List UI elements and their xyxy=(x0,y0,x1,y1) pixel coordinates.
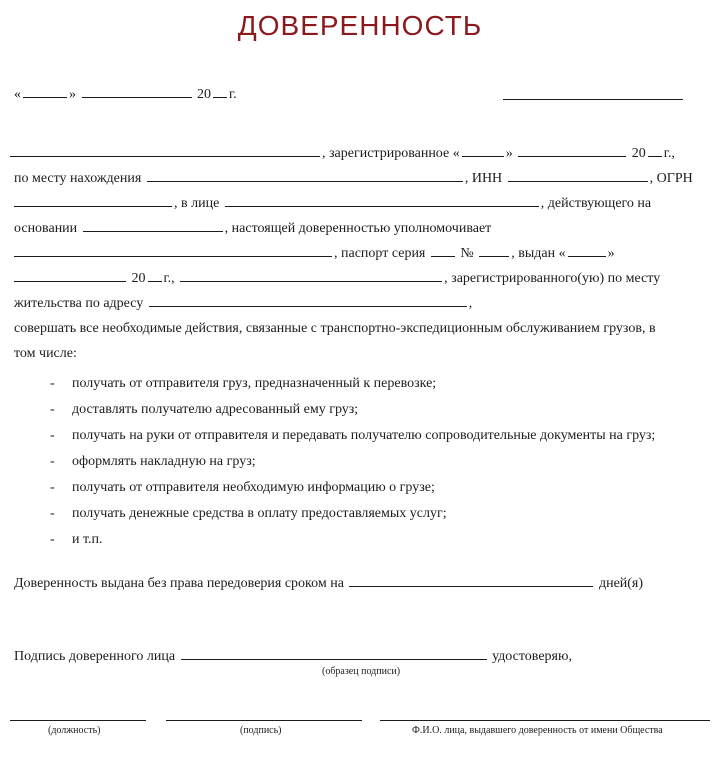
bullet-dash: - xyxy=(50,428,55,443)
day-blank[interactable] xyxy=(23,84,67,98)
sign-blank[interactable] xyxy=(166,720,362,721)
text-20: 20 xyxy=(631,146,646,161)
par-line-6 xyxy=(14,268,660,288)
issue-day-blank[interactable] xyxy=(568,243,606,257)
year-suffix: г. xyxy=(229,87,237,102)
validity-suffix: дней(я) xyxy=(598,576,644,591)
bullet-text: получать денежные средства в оплату предоставляемых услуг; xyxy=(72,506,447,521)
text-inn: , ИНН xyxy=(464,171,503,186)
list-item xyxy=(50,531,103,549)
text-comma: , xyxy=(468,296,473,311)
text-basis: основании xyxy=(14,221,78,236)
address-blank[interactable] xyxy=(147,168,463,182)
inn-blank[interactable] xyxy=(508,168,648,182)
sign-caption: (подпись) xyxy=(240,725,282,736)
signature-prefix: Подпись доверенного лица xyxy=(14,649,176,664)
reg-month-blank[interactable] xyxy=(518,143,626,157)
text-year-b: г., xyxy=(163,271,175,286)
validity-days-blank[interactable] xyxy=(349,573,593,587)
bullet-text: и т.п. xyxy=(72,532,103,547)
year-blank[interactable] xyxy=(213,84,227,98)
text-registered: , зарегистрированное « xyxy=(322,146,460,161)
document-title: ДОВЕРЕННОСТЬ xyxy=(237,10,483,41)
list-item xyxy=(50,401,358,419)
issue-month-blank[interactable] xyxy=(14,268,126,282)
list-item xyxy=(50,479,435,497)
text-location: по месту нахождения xyxy=(14,171,142,186)
reg-day-blank[interactable] xyxy=(462,143,504,157)
bullet-text: получать от отправителя необходимую информацию о грузе; xyxy=(72,480,435,495)
text-passport: , паспорт серия xyxy=(334,246,426,261)
date-line xyxy=(14,84,237,104)
attorney-name-blank[interactable] xyxy=(14,243,332,257)
par-line-2 xyxy=(14,168,693,188)
list-item xyxy=(50,427,655,445)
residence-blank[interactable] xyxy=(149,293,467,307)
reg-year-blank[interactable] xyxy=(648,143,662,157)
bullet-text: получать от отправителя груз, предназначенный к перевозке; xyxy=(72,376,437,391)
ogrn-blank[interactable] xyxy=(14,193,172,207)
list-item xyxy=(50,375,436,393)
month-blank[interactable] xyxy=(82,84,192,98)
text-quote: » xyxy=(505,146,513,161)
signature-suffix: удостоверяю, xyxy=(492,649,572,664)
bullet-text: доставлять получателю адресованный ему груз; xyxy=(72,402,359,417)
text-issued: , выдан « xyxy=(511,246,566,261)
par-line-5 xyxy=(14,243,615,263)
year-prefix: 20 xyxy=(197,87,211,102)
signature-line xyxy=(14,646,572,666)
text-quote-2: » xyxy=(607,246,615,261)
text-20-b: 20 xyxy=(131,271,146,286)
par-line-7 xyxy=(14,293,472,313)
text-ogrn: , ОГРН xyxy=(649,171,693,186)
validity-line xyxy=(14,573,643,593)
issue-year-blank[interactable] xyxy=(148,268,162,282)
bullet-dash: - xyxy=(50,402,55,417)
position-caption: (должность) xyxy=(48,725,101,736)
basis-blank[interactable] xyxy=(83,218,223,232)
text-residence: жительства по адресу xyxy=(14,296,144,311)
position-blank[interactable] xyxy=(10,720,146,721)
par-line-9: том числе: xyxy=(14,346,77,361)
fio-caption: Ф.И.О. лица, выдавшего доверенность от имени Общества xyxy=(412,725,663,736)
text-in-person: , в лице xyxy=(174,196,220,211)
representative-blank[interactable] xyxy=(225,193,539,207)
par-line-1 xyxy=(10,143,675,163)
fio-blank[interactable] xyxy=(380,720,710,721)
par-line-3 xyxy=(14,193,651,213)
quote-open: « xyxy=(14,87,21,102)
bullet-dash: - xyxy=(50,480,55,495)
bullet-dash: - xyxy=(50,376,55,391)
quote-close: » xyxy=(69,87,76,102)
validity-prefix: Доверенность выдана без права передоверия сроком на xyxy=(14,576,344,591)
par-line-8: совершать все необходимые действия, связанные с транспортно-экспедиционным обслуживанием грузов, в xyxy=(14,321,656,336)
text-number-sign: № xyxy=(460,246,474,261)
bullet-dash: - xyxy=(50,454,55,469)
place-blank[interactable] xyxy=(503,99,683,100)
passport-number-blank[interactable] xyxy=(479,243,509,257)
issuer-blank[interactable] xyxy=(180,268,442,282)
bullet-dash: - xyxy=(50,506,55,521)
text-authorizes: , настоящей доверенностью уполномочивает xyxy=(224,221,492,236)
list-item xyxy=(50,453,256,471)
bullet-dash: - xyxy=(50,532,55,547)
text-acting: , действующего на xyxy=(540,196,652,211)
signature-sample-blank[interactable] xyxy=(181,646,487,660)
par-line-4 xyxy=(14,218,491,238)
signature-caption: (образец подписи) xyxy=(322,666,401,677)
bullet-text: получать на руки от отправителя и передавать получателю сопроводительные документы на груз; xyxy=(72,428,656,443)
organization-blank[interactable] xyxy=(10,143,320,157)
list-item xyxy=(50,505,447,523)
passport-series-blank[interactable] xyxy=(431,243,455,257)
bullet-text: оформлять накладную на груз; xyxy=(72,454,256,469)
text-registered-at: , зарегистрированного(ую) по месту xyxy=(444,271,661,286)
text-year: г., xyxy=(663,146,675,161)
